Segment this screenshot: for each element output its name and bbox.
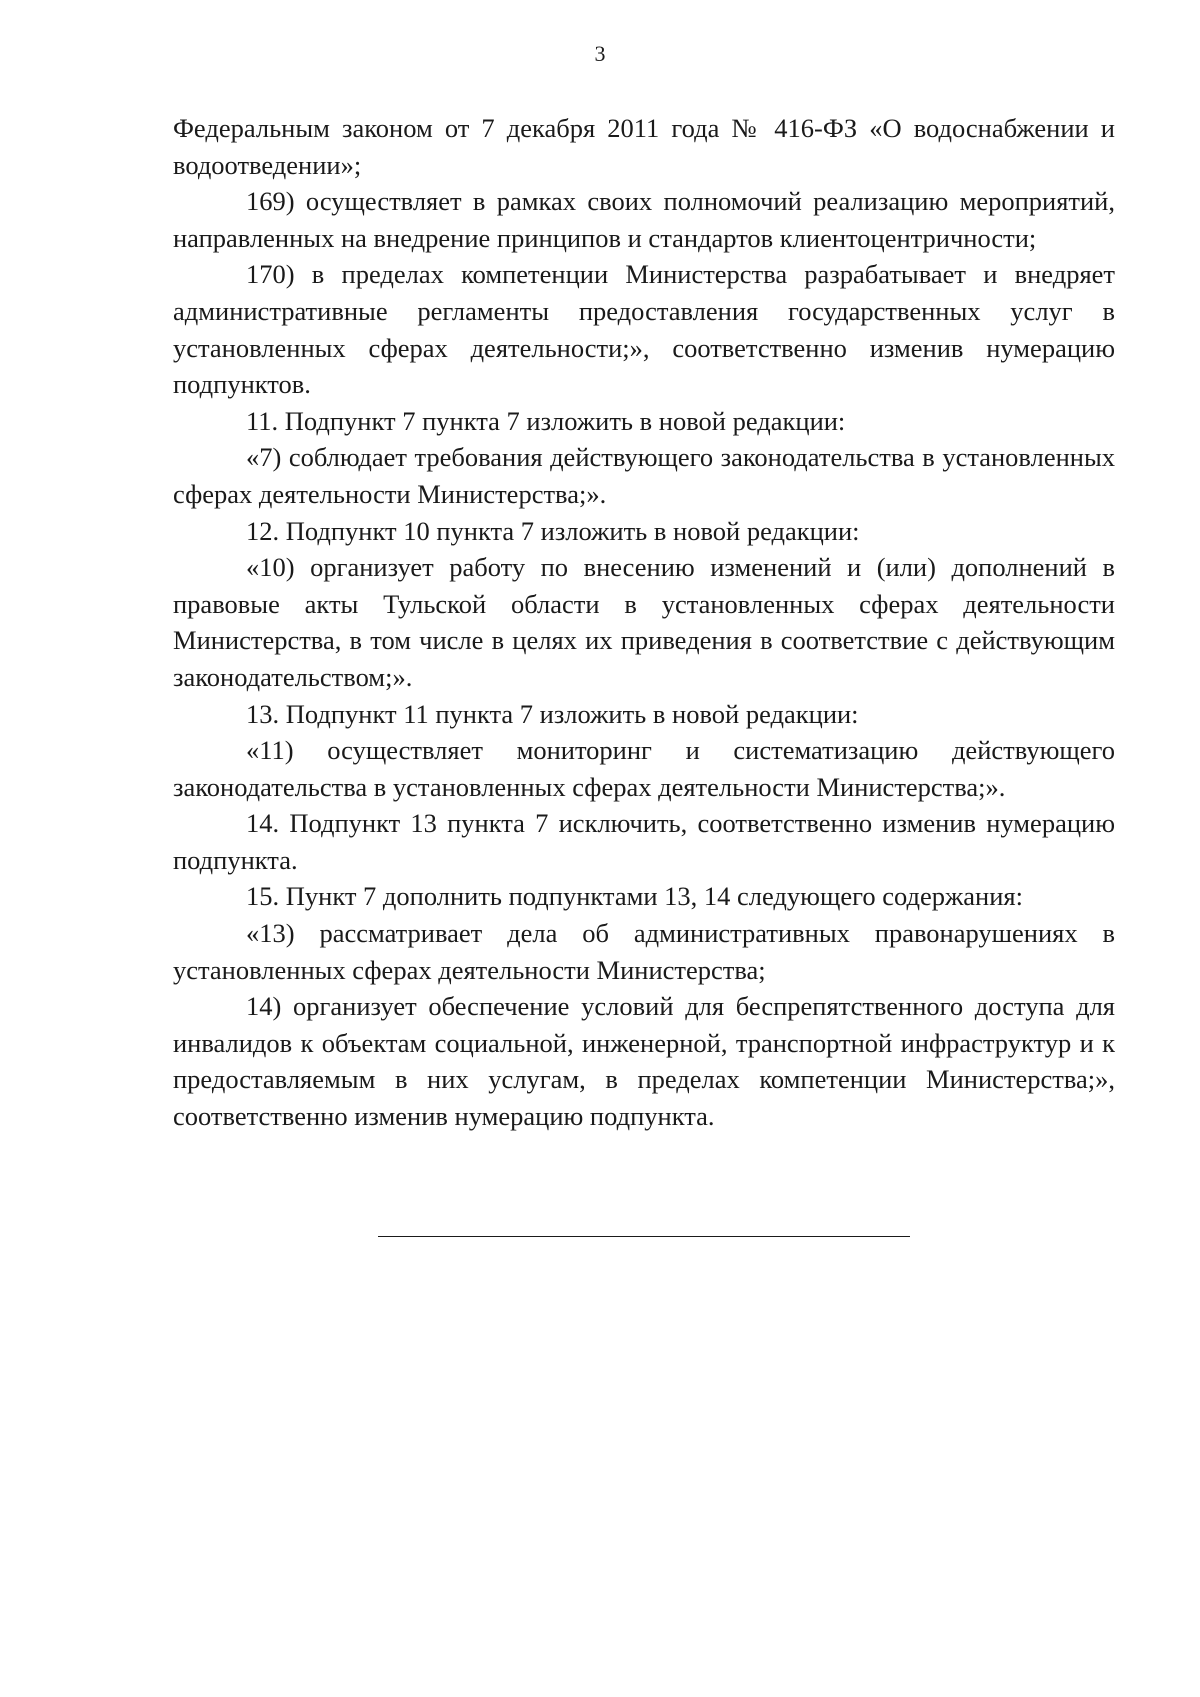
paragraph-item-13-text: «11) осуществляет мониторинг и систематизацию действующего законодательства в установленных сферах деятельности Министерства;». <box>173 735 1115 802</box>
paragraph-item-14: 14. Подпункт 13 пункта 7 исключить, соответственно изменив нумерацию подпункта. <box>173 808 1115 875</box>
paragraph-subitem-170: 170) в пределах компетенции Министерства разрабатывает и внедряет административные регламенты предоставления государственных услуг в установленных сферах деятельности;», соответственно изменив нумерацию подпунктов. <box>173 259 1115 400</box>
document-body <box>173 110 1115 1135</box>
end-of-document-rule <box>378 1236 910 1237</box>
page-number: 3 <box>594 41 606 66</box>
paragraph-item-15-subitem-14: 14) организует обеспечение условий для беспрепятственного доступа для инвалидов к объектам социальной, инженерной, транспортной инфраструктур и к предоставляемым в них услугам, в пределах компетенции Министерства;», соответственно изменив нумерацию подпункта. <box>173 991 1115 1132</box>
paragraph-item-15: 15. Пункт 7 дополнить подпунктами 13, 14 следующего содержания: <box>246 881 1023 912</box>
paragraph-subitem-169: 169) осуществляет в рамках своих полномочий реализацию мероприятий, направленных на внедрение принципов и стандартов клиентоцентричности; <box>173 186 1115 253</box>
paragraph-item-11: 11. Подпункт 7 пункта 7 изложить в новой редакции: <box>246 405 846 436</box>
paragraph-continuation: Федеральным законом от 7 декабря 2011 года № 416-ФЗ «О водоснабжении и водоотведении»; <box>173 113 1115 180</box>
paragraph-item-12: 12. Подпункт 10 пункта 7 изложить в новой редакции: <box>246 515 860 546</box>
paragraph-item-15-subitem-13: «13) рассматривает дела об административных правонарушениях в установленных сферах деятельности Министерства; <box>173 918 1115 985</box>
paragraph-item-13: 13. Подпункт 11 пункта 7 изложить в новой редакции: <box>246 698 859 729</box>
paragraph-item-12-text: «10) организует работу по внесению изменений и (или) дополнений в правовые акты Тульской области в установленных сферах деятельности Министерства, в том числе в целях их приведения в соответствие с действующим законодательством;». <box>173 552 1115 692</box>
paragraph-item-11-text: «7) соблюдает требования действующего законодательства в установленных сферах деятельности Министерства;». <box>173 442 1115 509</box>
